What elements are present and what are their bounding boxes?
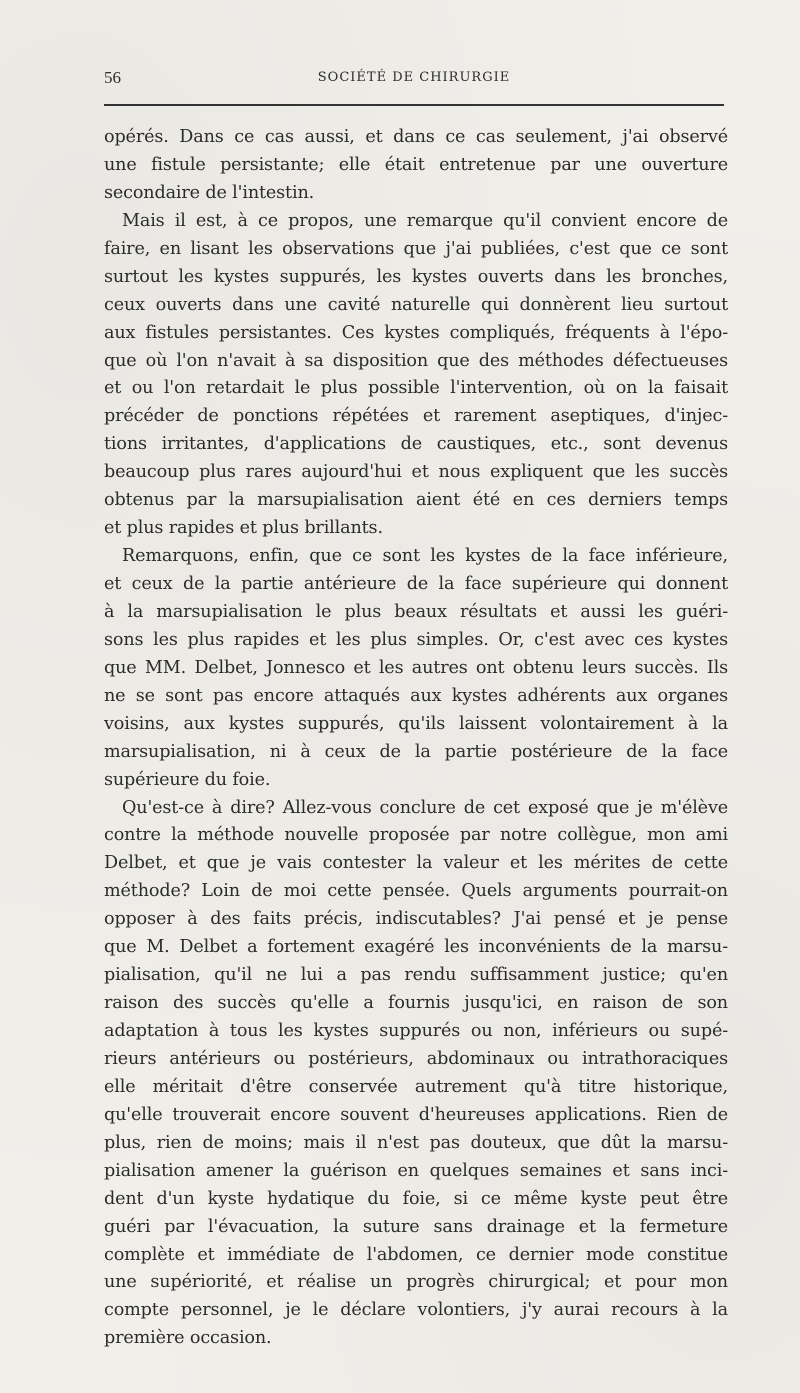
text-line: voisins, aux kystes suppurés, qu'ils laissent volontairement à la: [104, 713, 728, 734]
text-line: précéder de ponctions répétées et rarement aseptiques, d'injec-: [104, 406, 728, 427]
text-line: ceux ouverts dans une cavité naturelle qui donnèrent lieu surtout: [104, 294, 728, 315]
text-line: première occasion.: [104, 1328, 272, 1349]
text-line: rieurs antérieurs ou postérieurs, abdominaux ou intrathoraciques: [104, 1048, 728, 1069]
text-line: et ou l'on retardait le plus possible l'intervention, où on la faisait: [104, 378, 728, 399]
text-line: à la marsupialisation le plus beaux résultats et aussi les guéri-: [104, 601, 728, 622]
text-line: que MM. Delbet, Jonnesco et les autres ont obtenu leurs succès. Ils: [104, 657, 728, 678]
text-line: contre la méthode nouvelle proposée par notre collègue, mon ami: [104, 825, 728, 846]
text-line: secondaire de l'intestin.: [104, 182, 315, 203]
text-line: pialisation amener la guérison en quelques semaines et sans inci-: [104, 1160, 728, 1181]
text-line: surtout les kystes suppurés, les kystes ouverts dans les bronches,: [104, 266, 728, 287]
text-line: supérieure du foie.: [104, 769, 271, 790]
text-line: plus, rien de moins; mais il n'est pas douteux, que dût la marsu-: [104, 1132, 728, 1153]
text-line: Qu'est-ce à dire? Allez-vous conclure de cet exposé que je m'élève: [122, 797, 728, 818]
text-line: sons les plus rapides et les plus simples. Or, c'est avec ces kystes: [104, 629, 728, 650]
text-line: que où l'on n'avait à sa disposition que des méthodes défectueuses: [104, 350, 728, 371]
text-line: une fistule persistante; elle était entretenue par une ouverture: [104, 154, 728, 175]
text-line: pialisation, qu'il ne lui a pas rendu suffisamment justice; qu'en: [104, 965, 728, 986]
text-line: aux fistules persistantes. Ces kystes compliqués, fréquents à l'épo-: [104, 322, 728, 343]
text-line: méthode? Loin de moi cette pensée. Quels arguments pourrait-on: [104, 881, 728, 902]
text-line: Delbet, et que je vais contester la valeur et les mérites de cette: [104, 853, 728, 874]
text-line: adaptation à tous les kystes suppurés ou non, inférieurs ou supé-: [104, 1021, 728, 1041]
text-line: Mais il est, à ce propos, une remarque qu'il convient encore de: [122, 210, 728, 231]
text-line: que M. Delbet a fortement exagéré les inconvénients de la marsu-: [104, 937, 728, 958]
text-line: faire, en lisant les observations que j'ai publiées, c'est que ce sont: [104, 238, 728, 259]
text-line: opérés. Dans ce cas aussi, et dans ce cas seulement, j'ai observé: [104, 127, 728, 147]
text-line: dent d'un kyste hydatique du foie, si ce même kyste peut être: [104, 1188, 728, 1209]
running-head: SOCIÉTÉ DE CHIRURGIE: [317, 70, 511, 85]
text-line: et ceux de la partie antérieure de la face supérieure qui donnent: [104, 574, 728, 594]
text-line: guéri par l'évacuation, la suture sans drainage et la fermeture: [104, 1216, 728, 1237]
text-line: beaucoup plus rares aujourd'hui et nous expliquent que les succès: [104, 462, 728, 483]
text-line: une supériorité, et réalise un progrès chirurgical; et pour mon: [104, 1272, 728, 1293]
text-line: compte personnel, je le déclare volontiers, j'y aurai recours à la: [104, 1300, 728, 1321]
text-line: opposer à des faits précis, indiscutables? J'ai pensé et je pense: [104, 909, 728, 930]
text-line: et plus rapides et plus brillants.: [104, 518, 383, 539]
text-line: marsupialisation, ni à ceux de la partie postérieure de la face: [104, 741, 728, 762]
text-line: complète et immédiate de l'abdomen, ce dernier mode constitue: [104, 1244, 728, 1265]
text-line: qu'elle trouverait encore souvent d'heureuses applications. Rien de: [104, 1104, 728, 1125]
text-line: ne se sont pas encore attaqués aux kystes adhérents aux organes: [104, 685, 728, 706]
text-line: obtenus par la marsupialisation aient été en ces derniers temps: [104, 490, 728, 511]
page-number: 56: [104, 68, 121, 87]
text-line: tions irritantes, d'applications de caustiques, etc., sont devenus: [104, 434, 728, 455]
body-text: [104, 124, 728, 1353]
page-header: [104, 68, 724, 98]
text-line: raison des succès qu'elle a fournis jusqu'ici, en raison de son: [104, 993, 728, 1014]
header-rule: [104, 104, 724, 106]
text-line: Remarquons, enfin, que ce sont les kystes de la face inférieure,: [122, 546, 728, 567]
text-line: elle méritait d'être conservée autrement qu'à titre historique,: [104, 1076, 728, 1097]
